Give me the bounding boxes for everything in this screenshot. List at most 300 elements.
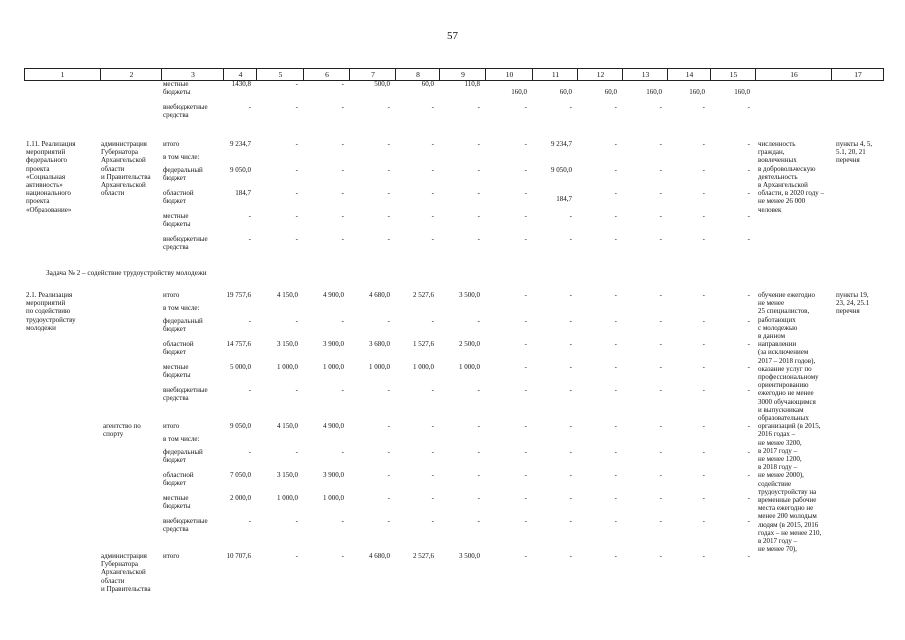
value-cell: -	[659, 471, 662, 479]
row-label-local: местные	[163, 363, 189, 371]
activity-name: трудоустройству	[26, 315, 76, 324]
value-cell: -	[659, 103, 662, 111]
value-cell: -	[341, 552, 344, 560]
value-cell: -	[747, 471, 750, 479]
value-cell: -	[387, 471, 390, 479]
value-cell: -	[702, 552, 705, 560]
value-cell: -	[341, 317, 344, 325]
header-cell: 10	[485, 69, 533, 80]
indicator-text: людям (в 2015, 2016	[758, 520, 819, 529]
indicator-text: не менее	[758, 299, 785, 308]
header-cell: 1	[60, 70, 65, 79]
value-cell: 2 527,6	[413, 552, 434, 560]
row-label-including: в том числе:	[163, 304, 200, 312]
value-cell: -	[614, 212, 617, 220]
value-cell: -	[431, 386, 434, 394]
value-cell: 3 150,0	[277, 471, 298, 479]
value-cell: -	[387, 386, 390, 394]
row-label-federal: бюджет	[163, 174, 186, 183]
value-cell: -	[569, 471, 572, 479]
header-cell: 9	[439, 69, 486, 80]
indicator-text: содействие	[758, 479, 792, 488]
activity-name: «Образование»	[26, 205, 72, 214]
value-cell: 19 757,6	[226, 291, 251, 299]
indicator-text: оказание услуг по	[758, 364, 812, 373]
value-cell: 1 000,0	[323, 363, 344, 371]
indicator-text: 2016 годах –	[758, 430, 796, 439]
value-cell: -	[295, 189, 298, 197]
value-cell: -	[659, 552, 662, 560]
value-cell: 500,0	[374, 80, 390, 88]
indicator-text: 2017 – 2018 годов),	[758, 356, 816, 365]
value-cell: -	[524, 291, 527, 299]
value-cell: -	[341, 448, 344, 456]
value-cell: -	[431, 189, 434, 197]
value-cell: -	[387, 140, 390, 148]
value-cell: -	[659, 212, 662, 220]
value-cell: 1 000,0	[277, 494, 298, 502]
executor-name: и Правительства	[101, 172, 151, 181]
value-cell: -	[659, 422, 662, 430]
value-cell: 1 000,0	[323, 494, 344, 502]
activity-name: федерального	[26, 156, 68, 165]
value-cell: -	[614, 166, 617, 174]
value-cell: 1 527,6	[413, 340, 434, 348]
value-cell: -	[387, 494, 390, 502]
value-cell: -	[659, 291, 662, 299]
indicator-text: не менее 3200,	[758, 438, 802, 447]
value-cell: -	[702, 422, 705, 430]
page-number: 57	[447, 30, 458, 42]
value-cell: -	[659, 189, 662, 197]
value-cell: -	[387, 422, 390, 430]
value-cell: -	[569, 386, 572, 394]
indicator-text: численность	[758, 140, 796, 148]
row-label-federal: бюджет	[163, 456, 186, 465]
value-cell: -	[387, 212, 390, 220]
value-cell: -	[295, 212, 298, 220]
value-cell: -	[295, 386, 298, 394]
row-label-regional: бюджет	[163, 348, 186, 357]
value-cell: -	[659, 340, 662, 348]
value-cell: 3 900,0	[323, 471, 344, 479]
row-label-federal: федеральный	[163, 317, 203, 325]
value-cell: -	[659, 448, 662, 456]
indicator-text: граждан,	[758, 148, 785, 157]
row-label-total: итого	[163, 552, 180, 560]
row-label-total: итого	[163, 140, 180, 148]
value-cell: -	[431, 471, 434, 479]
value-cell: 4 150,0	[277, 291, 298, 299]
activity-name: 2.1. Реализация	[26, 291, 73, 299]
value-cell: -	[614, 517, 617, 525]
value-cell: -	[702, 212, 705, 220]
activity-name: национального	[26, 189, 71, 198]
row-label-local: местные	[163, 80, 189, 88]
indicator-text: 3000 обучающимся	[758, 397, 816, 406]
row-label-regional: бюджет	[163, 479, 186, 488]
value-cell: 5 000,0	[230, 363, 251, 371]
value-cell: 7 050,0	[230, 471, 251, 479]
value-cell: -	[614, 189, 617, 197]
header-cell: 14	[667, 69, 711, 80]
value-cell: -	[248, 212, 251, 220]
value-cell: -	[295, 317, 298, 325]
value-cell: -	[524, 422, 527, 430]
activity-name: молодежи	[26, 323, 56, 332]
points-ref: пункты 19,	[836, 291, 869, 299]
value-cell: -	[614, 140, 617, 148]
value-cell: -	[341, 235, 344, 243]
value-cell: -	[702, 471, 705, 479]
indicator-text: в 2017 году –	[758, 446, 798, 455]
value-cell: 10 707,6	[226, 552, 251, 560]
value-cell: -	[569, 212, 572, 220]
value-cell: -	[614, 471, 617, 479]
indicator-text: в Архангельской	[758, 181, 808, 189]
value-cell: -	[702, 103, 705, 111]
value-cell: -	[477, 235, 480, 243]
header-cell: 16	[755, 69, 832, 80]
row-label-extra: внебюджетные	[163, 386, 208, 394]
executor-name: и Правительства	[101, 584, 151, 593]
value-cell: 9 050,0	[230, 422, 251, 430]
activity-name: активность»	[26, 181, 63, 189]
indicator-text: временные рабочие	[758, 496, 817, 504]
row-label-extra: внебюджетные	[163, 235, 208, 243]
value-cell: -	[341, 80, 344, 88]
value-cell: 1430,8	[231, 80, 251, 88]
value-cell: -	[659, 166, 662, 174]
value-cell: -	[747, 235, 750, 243]
value-cell: -	[524, 189, 527, 197]
indicator-text: менее 200 молодым	[758, 512, 817, 521]
indicator-text: в 2017 году –	[758, 537, 798, 545]
indicator-text: профессиональному	[758, 373, 819, 381]
value-cell: -	[477, 448, 480, 456]
value-cell: -	[614, 317, 617, 325]
value-cell: -	[747, 291, 750, 299]
value-cell: 1 000,0	[369, 363, 390, 371]
indicator-text: не менее 1200,	[758, 455, 802, 463]
value-cell: -	[569, 494, 572, 502]
indicator-text: годах – не менее 210,	[758, 528, 822, 537]
value-cell: -	[569, 103, 572, 111]
value-cell: 4 900,0	[323, 291, 344, 299]
activity-name: проекта	[26, 164, 50, 173]
row-label-local: бюджеты	[163, 220, 191, 229]
value-cell: -	[477, 212, 480, 220]
value-cell: -	[702, 363, 705, 371]
value-cell: 1 000,0	[413, 363, 434, 371]
header-cell: 3	[161, 69, 224, 80]
row-label-regional: областной	[163, 189, 194, 197]
points-ref: перечня	[836, 156, 860, 165]
value-cell: 60,0	[559, 88, 572, 96]
row-label-local: местные	[163, 494, 189, 502]
value-cell: -	[524, 103, 527, 111]
row-label-federal: федеральный	[163, 166, 203, 174]
value-cell: 160,0	[511, 88, 527, 96]
value-cell: 1 000,0	[277, 363, 298, 371]
value-cell: -	[295, 235, 298, 243]
value-cell: 60,0	[421, 80, 434, 88]
value-cell: -	[341, 103, 344, 111]
value-cell: 3 500,0	[459, 552, 480, 560]
value-cell: -	[747, 363, 750, 371]
value-cell: -	[431, 140, 434, 148]
executor-name: администрация	[101, 552, 147, 560]
value-cell: -	[614, 494, 617, 502]
indicator-text: в данном	[758, 332, 786, 340]
value-cell: -	[614, 552, 617, 560]
value-cell: -	[747, 517, 750, 525]
value-cell: -	[431, 448, 434, 456]
header-cell: 4	[223, 69, 257, 80]
value-cell: -	[387, 448, 390, 456]
value-cell: -	[248, 103, 251, 111]
value-cell: -	[747, 422, 750, 430]
value-cell: -	[702, 140, 705, 148]
indicator-text: обучение ежегодно	[758, 291, 816, 299]
row-label-including: в том числе:	[163, 153, 200, 161]
value-cell: -	[747, 189, 750, 197]
value-cell: -	[524, 166, 527, 174]
indicator-text: не менее 70),	[758, 545, 797, 554]
points-ref: 5.1, 20, 21	[836, 148, 866, 157]
value-cell: -	[477, 471, 480, 479]
value-cell: 184,7	[556, 195, 572, 203]
value-cell: -	[387, 189, 390, 197]
row-label-federal: федеральный	[163, 448, 203, 456]
value-cell: -	[431, 212, 434, 220]
header-cell: 11	[532, 69, 578, 80]
value-cell: -	[431, 235, 434, 243]
value-cell: -	[248, 386, 251, 394]
value-cell: -	[747, 212, 750, 220]
value-cell: -	[614, 103, 617, 111]
value-cell: 184,7	[235, 189, 251, 197]
points-ref: 23, 24, 25.1	[836, 299, 870, 308]
value-cell: -	[614, 363, 617, 371]
row-label-federal: бюджет	[163, 325, 186, 334]
indicator-text: деятельность	[758, 172, 798, 181]
value-cell: -	[702, 189, 705, 197]
indicator-text: организаций (в 2015,	[758, 422, 821, 431]
value-cell: 4 150,0	[277, 422, 298, 430]
row-label-extra: внебюджетные	[163, 517, 208, 525]
value-cell: -	[477, 140, 480, 148]
row-label-regional: областной	[163, 340, 194, 348]
value-cell: -	[659, 317, 662, 325]
row-label-regional: бюджет	[163, 197, 186, 206]
value-cell: -	[569, 422, 572, 430]
value-cell: 2 000,0	[230, 494, 251, 502]
value-cell: -	[387, 166, 390, 174]
value-cell: 9 050,0	[551, 166, 572, 174]
value-cell: -	[659, 140, 662, 148]
executor-name: спорту	[103, 430, 124, 439]
value-cell: 4 680,0	[369, 291, 390, 299]
header-cell: 15	[710, 69, 756, 80]
points-ref: перечня	[836, 307, 860, 316]
points-ref: пункты 4, 5,	[836, 140, 873, 148]
value-cell: 9 234,7	[230, 140, 251, 148]
value-cell: -	[341, 517, 344, 525]
value-cell: -	[614, 340, 617, 348]
value-cell: -	[477, 386, 480, 394]
executor-name: Губернатора	[101, 148, 139, 157]
activity-name: мероприятий	[26, 299, 66, 308]
value-cell: -	[569, 317, 572, 325]
header-cell: 6	[303, 69, 350, 80]
value-cell: -	[524, 140, 527, 148]
row-label-extra: внебюджетные	[163, 103, 208, 111]
value-cell: -	[569, 363, 572, 371]
value-cell: -	[747, 494, 750, 502]
executor-name: области	[101, 576, 125, 585]
header-cell: 8	[395, 69, 440, 80]
value-cell: 160,0	[734, 88, 750, 96]
value-cell: -	[431, 422, 434, 430]
value-cell: -	[477, 166, 480, 174]
indicator-text: области, в 2020 году –	[758, 189, 825, 198]
value-cell: -	[248, 235, 251, 243]
row-label-local: бюджеты	[163, 502, 191, 511]
value-cell: -	[614, 422, 617, 430]
value-cell: -	[702, 166, 705, 174]
value-cell: -	[659, 517, 662, 525]
value-cell: -	[614, 291, 617, 299]
value-cell: 3 500,0	[459, 291, 480, 299]
value-cell: -	[659, 235, 662, 243]
value-cell: -	[341, 386, 344, 394]
indicator-text: места ежегодно не	[758, 504, 814, 513]
value-cell: -	[569, 552, 572, 560]
value-cell: -	[569, 517, 572, 525]
indicator-text: человек	[758, 205, 782, 214]
indicator-text: образовательных	[758, 414, 809, 422]
value-cell: -	[569, 448, 572, 456]
value-cell: -	[524, 494, 527, 502]
indicator-text: ориентированию	[758, 381, 809, 390]
value-cell: -	[747, 448, 750, 456]
value-cell: 9 234,7	[551, 140, 572, 148]
value-cell: -	[702, 448, 705, 456]
value-cell: -	[431, 494, 434, 502]
header-cell: 17	[831, 69, 884, 80]
executor-name: агентство по	[103, 422, 141, 430]
value-cell: 4 900,0	[323, 422, 344, 430]
value-cell: -	[248, 317, 251, 325]
value-cell: -	[341, 140, 344, 148]
value-cell: 2 527,6	[413, 291, 434, 299]
value-cell: -	[702, 340, 705, 348]
value-cell: -	[295, 103, 298, 111]
activity-name: «Социальная	[26, 172, 66, 181]
activity-name: 1.11. Реализация	[26, 140, 76, 148]
header-cell: 5	[256, 69, 304, 80]
value-cell: -	[747, 103, 750, 111]
value-cell: -	[524, 552, 527, 560]
indicator-text: и выпускникам	[758, 405, 804, 414]
value-cell: -	[747, 552, 750, 560]
value-cell: -	[702, 494, 705, 502]
value-cell: -	[747, 140, 750, 148]
value-cell: -	[659, 363, 662, 371]
row-label-including: в том числе:	[163, 435, 200, 443]
value-cell: -	[614, 386, 617, 394]
task-heading: Задача № 2 – содействие трудоустройству молодежи	[46, 269, 207, 277]
value-cell: -	[524, 517, 527, 525]
value-cell: -	[614, 235, 617, 243]
indicator-text: 25 специалистов,	[758, 307, 810, 316]
value-cell: -	[702, 386, 705, 394]
activity-name: по содействию	[26, 307, 71, 316]
value-cell: -	[341, 212, 344, 220]
value-cell: -	[659, 494, 662, 502]
value-cell: -	[431, 517, 434, 525]
indicator-text: вовлеченных	[758, 156, 797, 165]
value-cell: -	[747, 166, 750, 174]
value-cell: -	[477, 103, 480, 111]
indicator-text: ежегодно не менее	[758, 389, 814, 398]
value-cell: -	[702, 291, 705, 299]
value-cell: -	[295, 166, 298, 174]
value-cell: -	[614, 448, 617, 456]
header-cell: 13	[622, 69, 668, 80]
value-cell: 2 500,0	[459, 340, 480, 348]
activity-name: проекта	[26, 197, 50, 206]
value-cell: -	[659, 386, 662, 394]
value-cell: -	[431, 103, 434, 111]
value-cell: 4 680,0	[369, 552, 390, 560]
value-cell: -	[431, 166, 434, 174]
value-cell: -	[524, 235, 527, 243]
header-cell: 7	[349, 69, 396, 80]
value-cell: -	[295, 140, 298, 148]
value-cell: -	[477, 422, 480, 430]
value-cell: -	[295, 552, 298, 560]
indicator-text: работающих	[758, 315, 796, 324]
indicator-text: (за исключением	[758, 348, 809, 357]
value-cell: 9 050,0	[230, 166, 251, 174]
value-cell: -	[747, 317, 750, 325]
value-cell: 1 000,0	[459, 363, 480, 371]
value-cell: -	[524, 363, 527, 371]
value-cell: -	[524, 471, 527, 479]
value-cell: -	[341, 189, 344, 197]
value-cell: -	[524, 386, 527, 394]
row-label-extra: средства	[163, 111, 189, 120]
row-label-total: итого	[163, 422, 180, 430]
value-cell: -	[477, 494, 480, 502]
value-cell: 160,0	[689, 88, 705, 96]
indicator-text: направлении	[758, 340, 797, 349]
executor-name: Архангельской	[101, 181, 146, 189]
value-cell: 60,0	[604, 88, 617, 96]
row-label-local: бюджеты	[163, 88, 191, 97]
indicator-text: не менее 26 000	[758, 197, 806, 206]
value-cell: -	[477, 317, 480, 325]
row-label-extra: средства	[163, 243, 189, 252]
row-label-regional: областной	[163, 471, 194, 479]
value-cell: -	[524, 317, 527, 325]
value-cell: -	[387, 317, 390, 325]
header-cell: 12	[577, 69, 623, 80]
value-cell: -	[248, 448, 251, 456]
executor-name: области	[101, 164, 125, 173]
